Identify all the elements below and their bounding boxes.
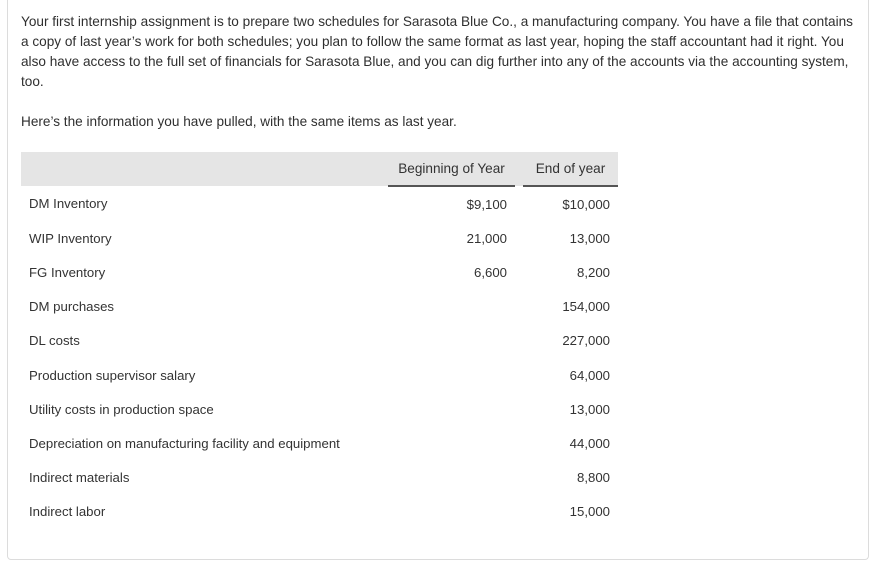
row-label: DM Inventory [29,196,108,212]
table-header-row [21,152,618,186]
end-value: 13,000 [569,401,610,417]
beginning-value: $9,100 [466,196,507,212]
table-row [21,324,618,358]
beginning-value [388,495,515,529]
end-value: 154,000 [562,299,610,315]
row-label: DM purchases [29,299,115,315]
end-value: 227,000 [562,333,610,349]
beginning-value [388,358,515,392]
end-value: 15,000 [569,504,610,520]
beginning-value [388,290,515,324]
table-row [21,392,618,426]
table-row [21,255,618,289]
beginning-value: 21,000 [466,230,507,246]
lead-sentence: Here’s the information you have pulled, with the same items as last year. [21,114,457,129]
beginning-value: 6,600 [473,264,507,280]
row-label: DL costs [29,333,80,349]
table-row [21,290,618,324]
table-row [21,221,618,255]
beginning-value [388,426,515,460]
end-value: 8,800 [576,470,610,486]
end-value: 64,000 [569,367,610,383]
financial-data-table [21,152,618,529]
table-row [21,186,618,221]
end-value: 44,000 [569,435,610,451]
row-label: FG Inventory [29,264,106,280]
beginning-value [388,392,515,426]
header-label-cell [21,152,388,186]
row-label: Indirect materials [29,470,130,486]
row-label: Depreciation on manufacturing facility and equipment [29,435,340,451]
table-row [21,358,618,392]
beginning-value [388,461,515,495]
row-label: Production supervisor salary [29,367,196,383]
row-label: Indirect labor [29,504,106,520]
header-beginning-of-year: Beginning of Year [388,152,515,186]
intro-paragraph: Your first internship assignment is to prepare two schedules for Sarasota Blue Co., a manufacturing company. You have a file that contains a copy of last year’s work for both schedules; you plan to follow the same format as last year, hoping the staff accountant had it right. You also have access to the full set of financials for Sarasota Blue, and you can dig further into any of the accounts via the accounting system, too. [21,14,853,89]
table-row [21,495,618,529]
end-value: $10,000 [562,196,610,212]
row-label: WIP Inventory [29,230,112,246]
row-label: Utility costs in production space [29,401,214,417]
end-value: 8,200 [576,264,610,280]
table-row [21,426,618,460]
header-end-of-year: End of year [523,152,618,186]
end-value: 13,000 [569,230,610,246]
table-row [21,461,618,495]
beginning-value [388,324,515,358]
